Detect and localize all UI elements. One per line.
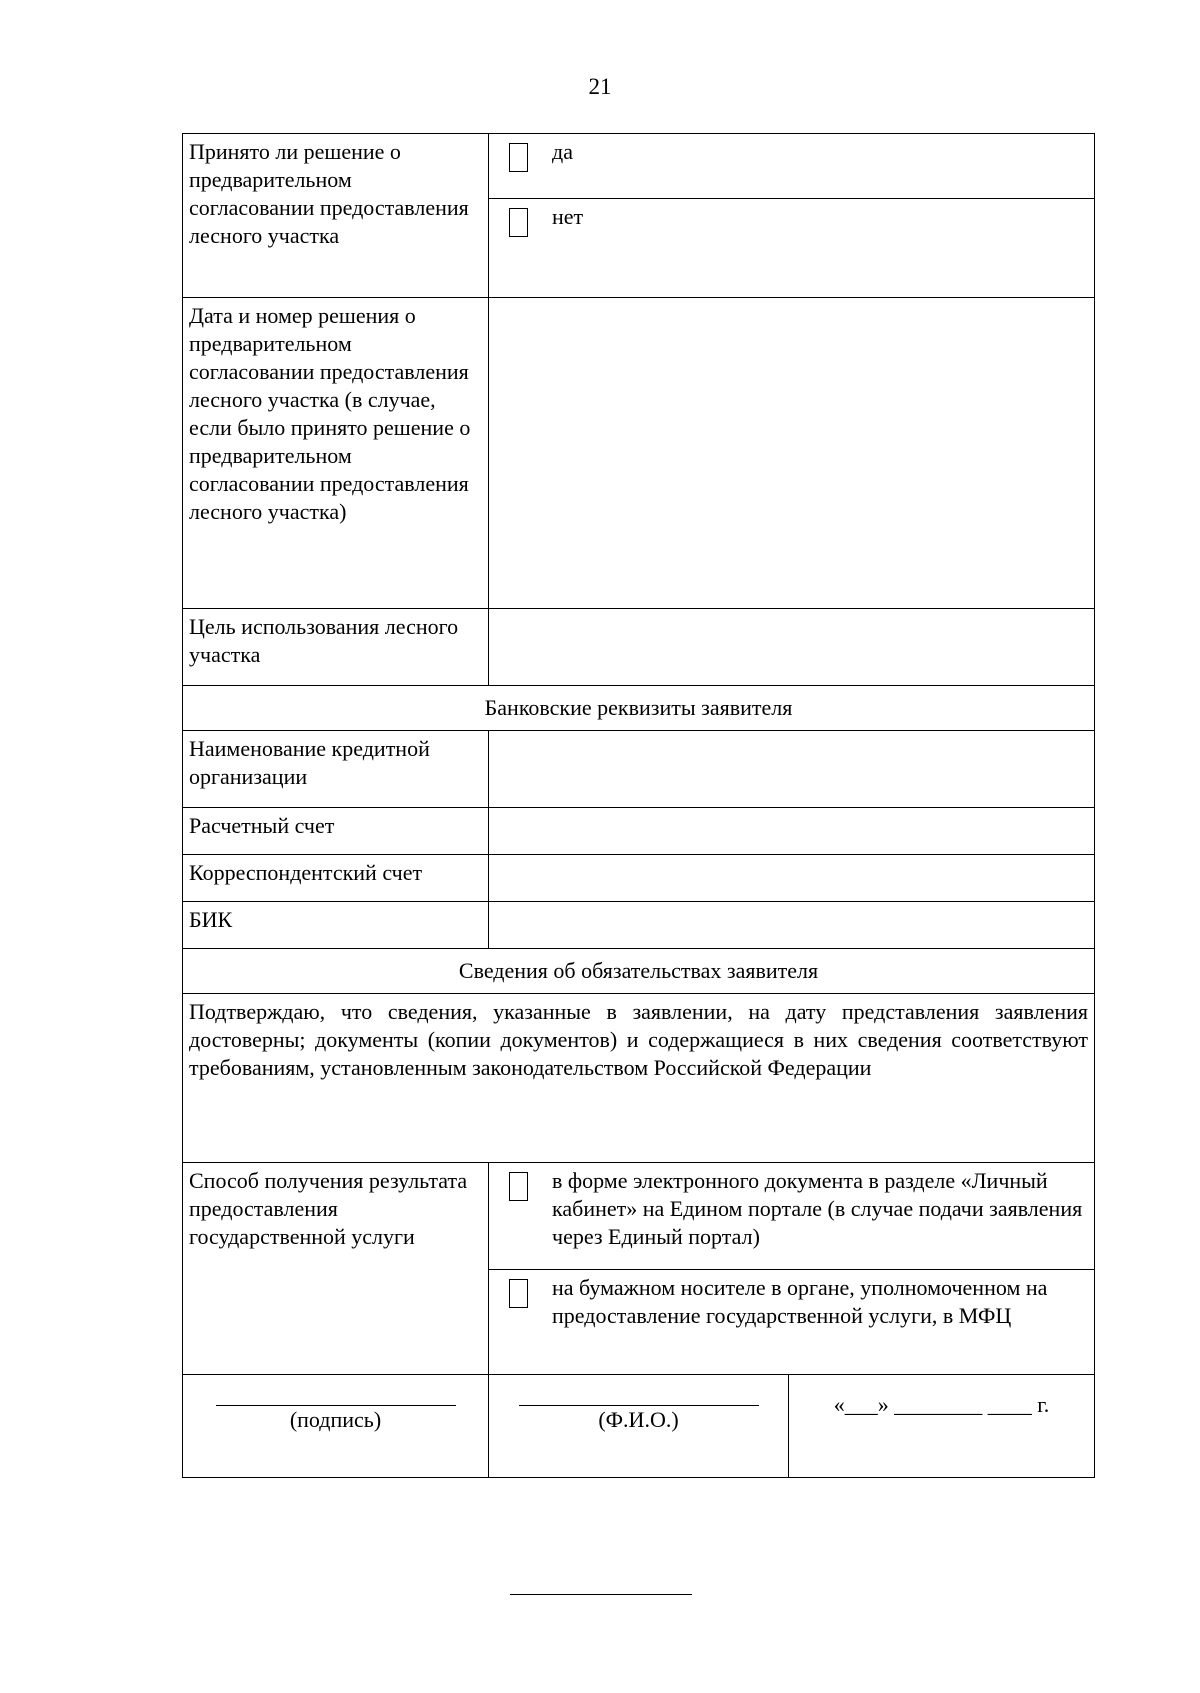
- result-electronic-option[interactable]: [495, 1167, 1088, 1251]
- obligations-text: Подтверждаю, что сведения, указанные в заявлении, на дату представления заявления достоверны; документы (копии документов) и содержащиеся в них сведения соответствуют требованиям, установленным законодательством Российской Федерации: [183, 994, 1095, 1163]
- obligations-text-row: [183, 994, 1095, 1163]
- bank-name-label: Наименование кредитной организации: [183, 731, 489, 808]
- bic-field[interactable]: [489, 902, 1095, 949]
- decision-yes-option[interactable]: [495, 138, 1088, 172]
- bank-heading: Банковские реквизиты заявителя: [183, 686, 1095, 731]
- bic-label: БИК: [183, 902, 489, 949]
- decision-no-option[interactable]: [495, 203, 1088, 237]
- purpose-row: [183, 609, 1095, 686]
- correspondent-account-label: Корреспондентский счет: [183, 855, 489, 902]
- signature-cell[interactable]: [183, 1375, 489, 1478]
- decision-question-label: Принято ли решение о предварительном согласовании предоставления лесного участка: [183, 134, 489, 298]
- decision-yes-label: да: [552, 139, 573, 164]
- result-method-label: Способ получения результата предоставления государственной услуги: [183, 1163, 489, 1375]
- application-form-table: [182, 133, 1095, 1478]
- bank-name-field[interactable]: [489, 731, 1095, 808]
- decision-no-label: нет: [552, 204, 584, 229]
- decision-date-label: Дата и номер решения о предварительном согласовании предоставления лесного участка (в случае, если было принято решение о предварительном согласовании предоставления лесного участка): [183, 298, 489, 609]
- full-name-cell[interactable]: [489, 1375, 789, 1478]
- bank-name-row: [183, 731, 1095, 808]
- correspondent-account-field[interactable]: [489, 855, 1095, 902]
- footer-rule: [510, 1594, 692, 1595]
- result-paper-checkbox[interactable]: [509, 1279, 528, 1308]
- result-paper-option[interactable]: [495, 1274, 1088, 1330]
- decision-row-yes: [183, 134, 1095, 199]
- bic-row: [183, 902, 1095, 949]
- signature-row: [183, 1375, 1095, 1478]
- bank-heading-row: [183, 686, 1095, 731]
- signature-caption: (подпись): [289, 1407, 382, 1432]
- result-electronic-label: в форме электронного документа в разделе «Личный кабинет» на Едином портале (в случае подачи заявления через Единый портал): [552, 1168, 1083, 1249]
- settlement-account-field[interactable]: [489, 808, 1095, 855]
- result-electronic-checkbox[interactable]: [509, 1172, 528, 1201]
- date-cell[interactable]: [789, 1375, 1095, 1478]
- settlement-account-row: [183, 808, 1095, 855]
- decision-yes-checkbox[interactable]: [509, 143, 528, 172]
- decision-date-row: [183, 298, 1095, 609]
- result-method-row-electronic: [183, 1163, 1095, 1270]
- decision-no-checkbox[interactable]: [509, 208, 528, 237]
- full-name-caption: (Ф.И.О.): [598, 1407, 679, 1432]
- settlement-account-label: Расчетный счет: [183, 808, 489, 855]
- decision-date-field[interactable]: [489, 298, 1095, 609]
- result-paper-label: на бумажном носителе в органе, уполномоченном на предоставление государственной услуги, в МФЦ: [552, 1275, 1048, 1328]
- page-number: 21: [588, 74, 612, 99]
- purpose-field[interactable]: [489, 609, 1095, 686]
- obligations-heading: Сведения об обязательствах заявителя: [183, 949, 1095, 994]
- correspondent-account-row: [183, 855, 1095, 902]
- purpose-label: Цель использования лесного участка: [183, 609, 489, 686]
- date-line: «___» ________ ____ г.: [833, 1392, 1050, 1417]
- obligations-heading-row: [183, 949, 1095, 994]
